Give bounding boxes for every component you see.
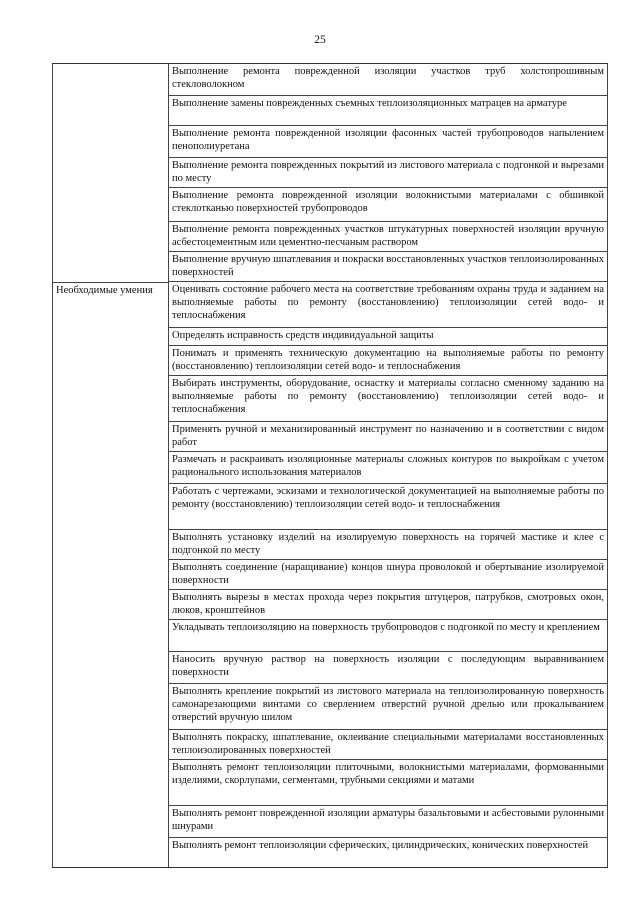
page-number: 25 — [314, 34, 326, 46]
table-row: Выполнять крепление покрытий из листового материала на теплоизолированную поверхность самонарезающими винтами со сверлением отверстий ручной дрелью или прокалыванием отверстий вручную шилом — [169, 684, 607, 730]
table-row: Понимать и применять техническую документацию на выполняемые работы по ремонту (восстановлению) теплоизоляции сетей водо- и теплоснабжения — [169, 346, 607, 376]
table-row: Наносить вручную раствор на поверхность изоляции с последующим выравниванием поверхности — [169, 652, 607, 684]
table-row: Выполнение ремонта поврежденных участков штукатурных поверхностей изоляции вручную асбестоцементным или цементно-песчаным раствором — [169, 222, 607, 252]
section-label-skills: Необходимые умения — [56, 285, 153, 296]
table-row: Выполнение ремонта поврежденных покрытий из листового материала с подгонкой и вырезами по месту — [169, 158, 607, 188]
table-row: Размечать и раскраивать изоляционные материалы сложных контуров по выкройкам с учетом рационального использования материалов — [169, 452, 607, 484]
table-row: Выполнение ремонта поврежденной изоляции фасонных частей трубопроводов напылением пенополиуретана — [169, 126, 607, 158]
table-row: Оценивать состояние рабочего места на соответствие требованиям охраны труда и заданием на выполняемые работы по ремонту (восстановлению) теплоизоляции сетей водо- и теплоснабжения — [169, 282, 607, 328]
table-row: Выполнение ремонта поврежденной изоляции участков труб холстопрошивным стекловолокном — [169, 64, 607, 96]
table-row: Укладывать теплоизоляцию на поверхность трубопроводов с подгонкой по месту и креплением — [169, 620, 607, 652]
requirements-table — [52, 63, 608, 868]
table-row: Выполнять соединение (наращивание) концов шнура проволокой и обертывание изолируемой поверхности — [169, 560, 607, 590]
table-row: Выбирать инструменты, оборудование, оснастку и материалы согласно сменному заданию на выполняемые работы по ремонту (восстановлению) теплоизоляции сетей водо- и теплоснабжения — [169, 376, 607, 422]
table-row: Работать с чертежами, эскизами и технологической документацией на выполняемые работы по ремонту (восстановлению) теплоизоляции сетей водо- и теплоснабжения — [169, 484, 607, 530]
table-row: Выполнение вручную шпатлевания и покраски восстановленных участков теплоизолированных поверхностей — [169, 252, 607, 282]
table-row: Выполнение замены поврежденных съемных теплоизоляционных матрацев на арматуре — [169, 96, 607, 126]
table-row: Применять ручной и механизированный инструмент по назначению и в соответствии с видом работ — [169, 422, 607, 452]
table-row: Выполнять ремонт поврежденной изоляции арматуры базальтовыми и асбестовыми рулонными шнурами — [169, 806, 607, 838]
table-row: Определять исправность средств индивидуальной защиты — [169, 328, 607, 346]
table-row: Выполнять ремонт теплоизоляции сферических, цилиндрических, конических поверхностей — [172, 840, 589, 851]
table-row: Выполнять вырезы в местах прохода через покрытия штуцеров, патрубков, смотровых окон, люков, кронштейнов — [169, 590, 607, 620]
table-row: Выполнять ремонт теплоизоляции плиточными, волокнистыми материалами, формованными изделиями, скорлупами, сегментами, трубными секциями и матами — [169, 760, 607, 806]
section-divider — [53, 282, 169, 283]
table-row: Выполнять установку изделий на изолируемую поверхность на горячей мастике и клее с подгонкой по месту — [169, 530, 607, 560]
table-row: Выполнять покраску, шпатлевание, оклеивание специальными материалами восстановленных теплоизолированных поверхностей — [169, 730, 607, 760]
table-row: Выполнение ремонта поврежденной изоляции волокнистыми материалами с обшивкой стеклотканью поверхностей трубопроводов — [169, 188, 607, 222]
